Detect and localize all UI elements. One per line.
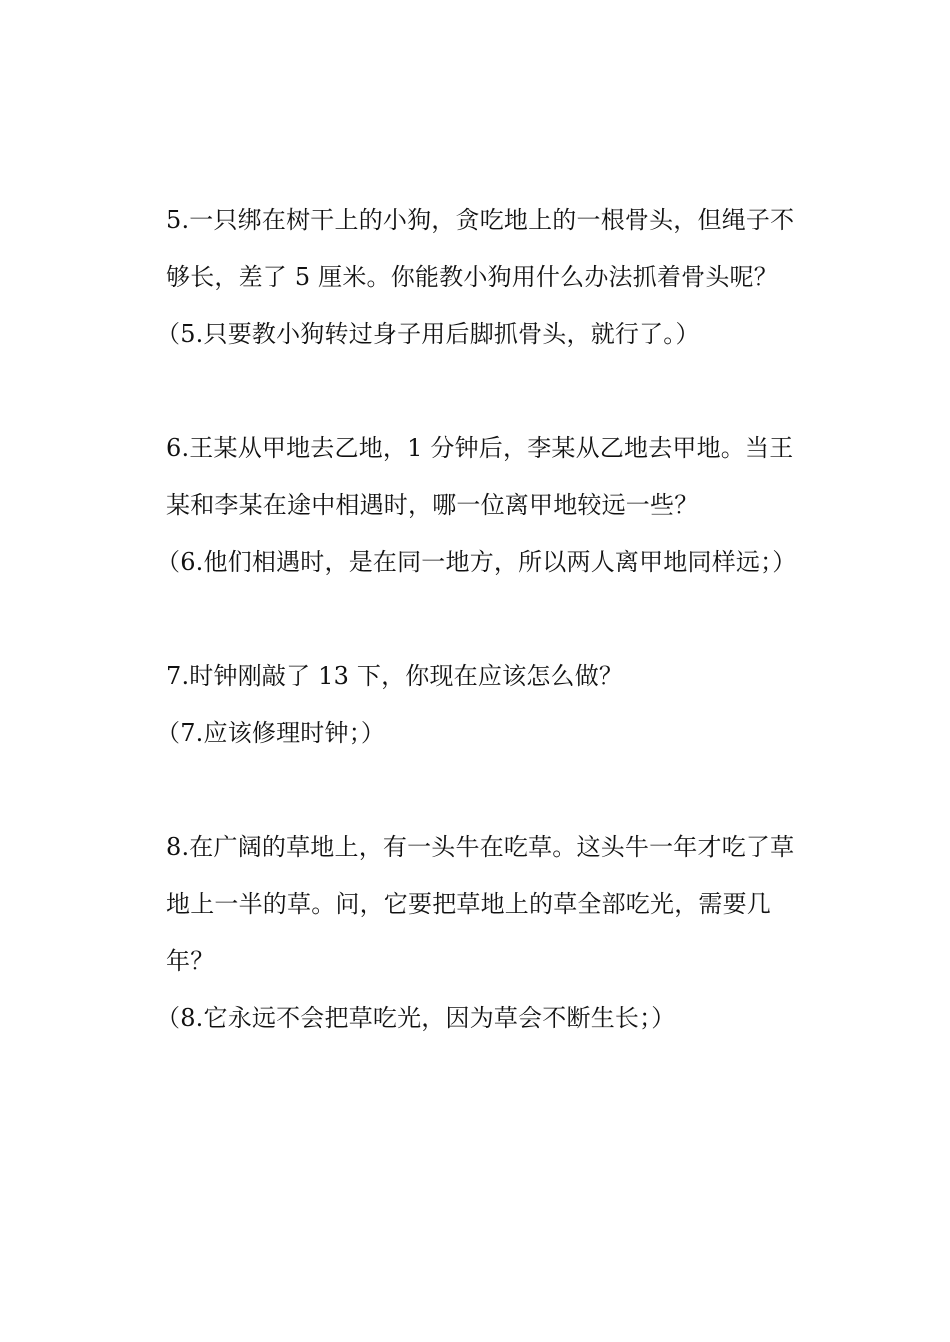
question-8: 8.在广阔的草地上，有一头牛在吃草。这头牛一年才吃了草地上一半的草。问，它要把草地上的草全部吃光，需要几年？ xyxy=(166,833,795,975)
spacer xyxy=(166,591,796,648)
document-content xyxy=(156,192,797,1047)
answer-7: （7.应该修理时钟；） xyxy=(156,719,386,747)
qa-item-6 xyxy=(156,420,797,591)
answer-5: （5.只要教小狗转过身子用后脚抓骨头，就行了。） xyxy=(156,320,700,348)
question-6: 6.王某从甲地去乙地，1 分钟后，李某从乙地去甲地。当王某和李某在途中相遇时，哪一位离甲地较远一些？ xyxy=(166,434,794,519)
qa-item-7 xyxy=(156,648,796,762)
question-5: 5.一只绑在树干上的小狗，贪吃地上的一根骨头，但绳子不够长，差了 5 厘米。你能教小狗用什么办法抓着骨头呢？ xyxy=(166,206,795,291)
answer-6: （6.他们相遇时，是在同一地方，所以两人离甲地同样远；） xyxy=(156,548,797,576)
answer-8: （8.它永远不会把草吃光，因为草会不断生长；） xyxy=(156,1004,676,1032)
qa-item-8 xyxy=(156,819,796,1047)
spacer xyxy=(166,363,796,420)
spacer xyxy=(166,762,796,819)
qa-item-5 xyxy=(156,192,796,363)
question-7: 7.时钟刚敲了 13 下，你现在应该怎么做？ xyxy=(166,662,624,690)
